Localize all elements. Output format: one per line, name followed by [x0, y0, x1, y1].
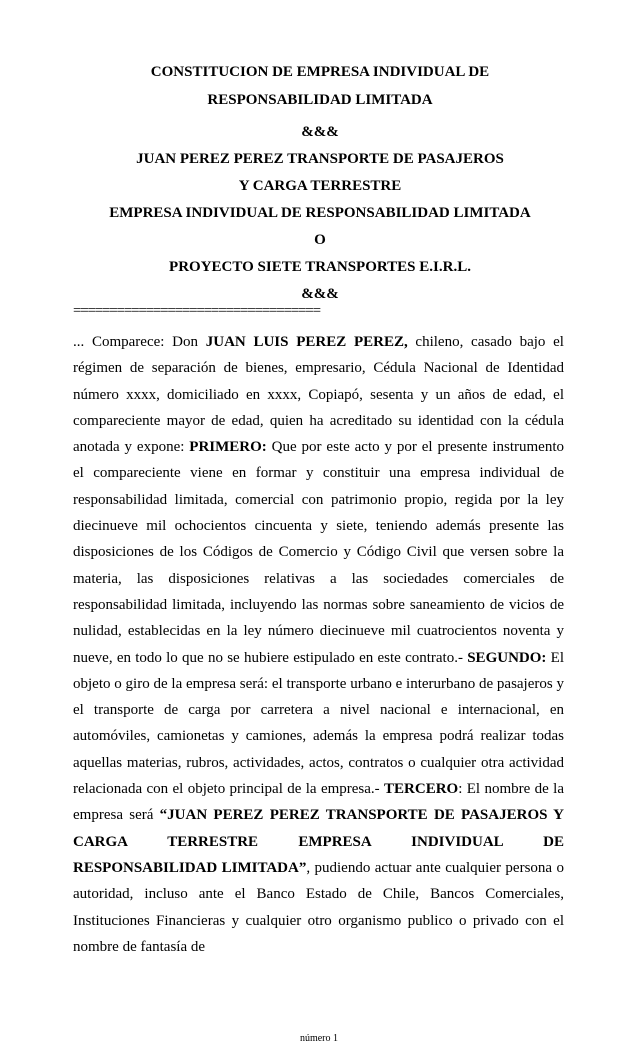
body-paragraph [73, 329, 564, 960]
company-name: “JUAN PEREZ PEREZ TRANSPORTE DE PASAJEROS Y CARGA TERRESTRE EMPRESA INDIVIDUAL DE RESPONSABILIDAD LIMITADA” [73, 807, 564, 876]
title-ampersand-1: &&& [301, 124, 339, 140]
title-line-1: CONSTITUCION DE EMPRESA INDIVIDUAL DE [150, 64, 490, 80]
clause-primero: PRIMERO: [189, 439, 267, 456]
body-seg-5: : El nombre de la empresa será [73, 781, 564, 824]
title-line-7: PROYECTO SIETE TRANSPORTES E.I.R.L. [169, 259, 471, 275]
title-ampersand-2: &&& [301, 286, 339, 302]
body-seg-3: Que por este acto y por el presente instrumento el compareciente viene en formar y constituir una empresa individual de responsabilidad limitada, comercial con patrimonio propio, regida por la ley diecinueve mil ochocientos cincuenta y siete, teniendo además presente las disposiciones de los Códigos de Comercio y Código Civil que versen sobre la materia, las disposiciones relativas a las sociedades comerciales de responsabilidad limitada, incluyendo las normas sobre saneamiento de vicios de nulidad, establecidas en la ley número diecinueve mil cuatrocientos noventa y nueve, en todo lo que no se hubiere estipulado en este contrato.- [73, 439, 564, 666]
title-line-5: EMPRESA INDIVIDUAL DE RESPONSABILIDAD LIMITADA [109, 205, 531, 221]
separator-line: ================================== [73, 303, 320, 319]
title-line-4: Y CARGA TERRESTRE [238, 178, 402, 194]
body-seg-6: , pudiendo actuar ante cualquier persona o autoridad, incluso ante el Banco Estado de Chile, Bancos Comerciales, Instituciones Financieras y cualquier otro organismo publico o privado con el nombre de fantasía de [73, 859, 564, 955]
body-seg-1: ... Comparece: Don [73, 334, 206, 350]
body-seg-2: chileno, casado bajo el régimen de separación de bienes, empresario, Cédula Nacional de Identidad número xxxx, domiciliado en xxxx, Copiapó, sesenta y un años de edad, el compareciente mayor de edad, quien ha acreditado su identidad con la cédula anotada y expone: [73, 334, 564, 456]
clause-tercero: TERCERO [384, 781, 459, 798]
page-number: número 1 [299, 1033, 339, 1044]
compareciente-name: JUAN LUIS PEREZ PEREZ, [205, 334, 408, 350]
title-line-2: RESPONSABILIDAD LIMITADA [207, 92, 433, 108]
clause-segundo: SEGUNDO: [467, 649, 547, 666]
title-line-3: JUAN PEREZ PEREZ TRANSPORTE DE PASAJEROS [136, 151, 504, 167]
body-seg-4: El objeto o giro de la empresa será: el transporte urbano e interurbano de pasajeros y el transporte de carga por carretera a nivel nacional e internacional, en automóviles, camionetas y camiones, además la empresa podrá realizar todas aquellas materias, rubros, actividades, actos, contratos o cualquier otra actividad relacionada con el objeto principal de la empresa.- [73, 649, 564, 798]
title-line-6: O [314, 232, 326, 248]
